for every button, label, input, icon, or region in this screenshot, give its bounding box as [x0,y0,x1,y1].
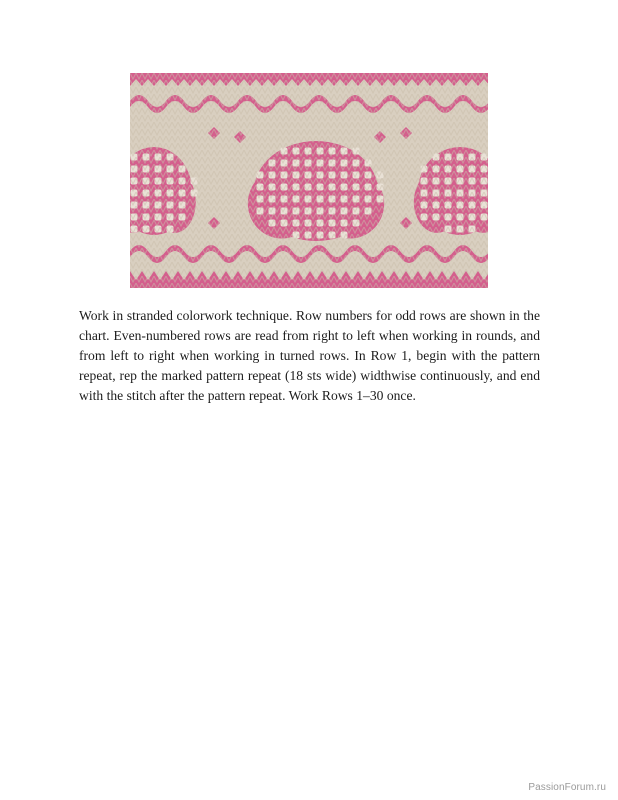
knitting-swatch-image [130,73,488,288]
instructions-paragraph: Work in stranded colorwork technique. Row numbers for odd rows are shown in the chart. Even-numbered rows are read from right to left when working in rounds, and from left to right when working in turned rows. In Row 1, begin with the pattern repeat, rep the marked pattern repeat (18 sts wide) widthwise continuously, and end with the stitch after the pattern repeat. Work Rows 1–30 once. [79,308,540,403]
watermark: PassionForum.ru [528,782,606,793]
